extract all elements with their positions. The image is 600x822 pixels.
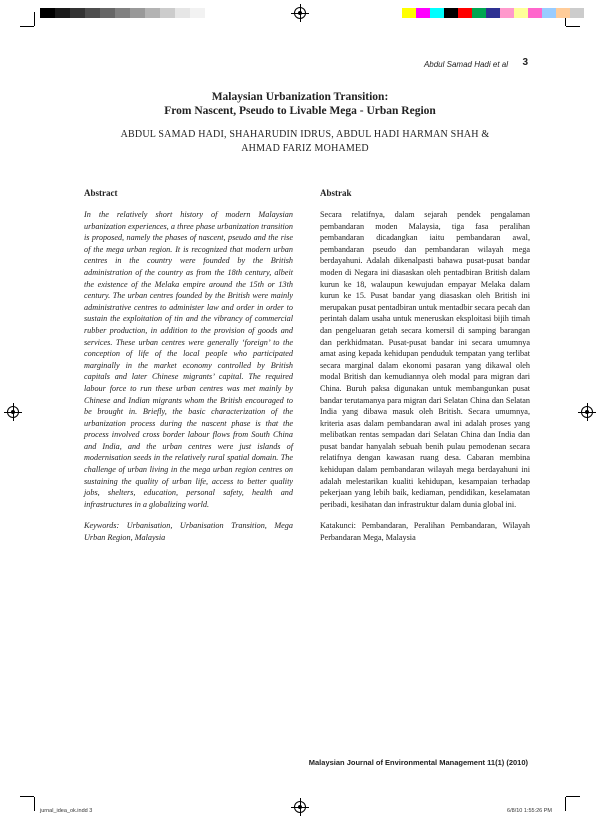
running-head: Abdul Samad Hadi et al: [423, 60, 508, 69]
keywords: Keywords: Urbanisation, Urbanisation Transition, Mega Urban Region, Malaysia: [84, 521, 293, 543]
gray-swatch: [145, 8, 160, 18]
authors-line-2: AHMAD FARIZ MOHAMED: [241, 143, 369, 154]
registration-mark-bottom: [294, 801, 306, 813]
color-swatch: [444, 8, 458, 18]
color-swatch: [528, 8, 542, 18]
color-calibration-bar: [402, 8, 584, 18]
gray-swatch: [190, 8, 205, 18]
registration-mark-right: [581, 406, 593, 418]
grayscale-bar: [40, 8, 205, 18]
color-swatch: [570, 8, 584, 18]
authors: [100, 128, 510, 156]
color-swatch: [472, 8, 486, 18]
color-swatch: [486, 8, 500, 18]
slug-date: 6/8/10 1:55:26 PM: [507, 808, 552, 814]
page-number: 3: [522, 57, 528, 68]
gray-swatch: [70, 8, 85, 18]
crop-mark: [566, 26, 580, 27]
authors-line-1: ABDUL SAMAD HADI, SHAHARUDIN IDRUS, ABDUL HADI HARMAN SHAH &: [120, 129, 490, 140]
color-swatch: [402, 8, 416, 18]
gray-swatch: [40, 8, 55, 18]
paper-title: [0, 90, 600, 118]
journal-footer: Malaysian Journal of Environmental Management 11(1) (2010): [308, 758, 528, 767]
gray-swatch: [130, 8, 145, 18]
color-swatch: [430, 8, 444, 18]
title-line-2: From Nascent, Pseudo to Livable Mega - Urban Region: [164, 105, 436, 117]
abstract-malay: [320, 209, 530, 544]
color-swatch: [458, 8, 472, 18]
crop-mark: [565, 797, 566, 811]
color-swatch: [556, 8, 570, 18]
gray-swatch: [100, 8, 115, 18]
gray-swatch: [115, 8, 130, 18]
katakunci: Katakunci: Pembandaran, Peralihan Pembandaran, Wilayah Perbandaran Mega, Malaysia: [320, 521, 530, 543]
crop-mark: [20, 26, 34, 27]
title-line-1: Malaysian Urbanization Transition:: [211, 91, 389, 103]
registration-mark-top: [294, 7, 306, 19]
abstract-body: In the relatively short history of modern Malaysian urbanization experiences, a three phase urbanization transition is proposed, namely the phases of nascent, pseudo and the rise of the mega urban region. It is recognized that modern urban centres in the country were founded by the British administration of the country as from the 18th century, albeit the existence of the Melaka empire around the 15th or 13th century. The urban centres founded by the British were mainly administrative centres to administer law and order in order to sustain the exploitation of tin and the vibrancy of commercial rubber production, in addition to the provision of goods and services. These urban centres were generally ‘foreign’ to the conception of life of the local people who participated marginally in the market economy controlled by British capitals and later Chinese migrants’ capital. The required labour force to run these urban centres was met mainly by Chinese and Indian migrants whom the British encouraged to be brought in. Briefly, the basic characterization of the urbanization process during the nascent phase is that the process involved cross border labour flows from South China and India, and the urban centres were just islands of modernisation seeds in the relatively rural spatial domain. The challenge of urban living in the mega urban region centres on sustaining the quality of urban life, access to better quality jobs, shelters, education, personal safety, health and infrastructures in a globalizing world.: [84, 210, 293, 509]
registration-mark-left: [7, 406, 19, 418]
abstrak-heading: Abstrak: [320, 188, 352, 198]
abstract-heading: Abstract: [84, 188, 118, 198]
crop-mark: [20, 796, 34, 797]
color-swatch: [500, 8, 514, 18]
slug-file: jurnal_idea_ok.indd 3: [40, 808, 93, 814]
abstract-english: [84, 209, 293, 544]
gray-swatch: [175, 8, 190, 18]
color-swatch: [514, 8, 528, 18]
gray-swatch: [55, 8, 70, 18]
abstrak-body: Secara relatifnya, dalam sejarah pendek pengalaman pembandaran moden Malaysia, tiga fasa peralihan pembandaran dicadangkan iaitu pembandaran awal, pembandaran pseudo dan pembandaran wilayah mega berdayahuni. Adalah dikenalpasti bahawa pusat-pusat bandar moden di Negara ini diasaskan oleh pentadbiran British dalam kurun ke 18, walaupun kewujudan empayar Melaka dalam kurun ke 15. Pusat bandar yang diasaskan oleh British ini merupakan pusat pentadbiran untuk mentadbir secara pecah dan perintah dalam usaha untuk meneruskan eksploitasi bijih timah dan pengeluaran getah secara komersil di samping barangan dan perkhidmatan. Pusat-pusat bandar ini secara umumnya amat asing kepada kehidupan penduduk tempatan yang terlibat secara marginal dalam ekonomi pasaran yang dikawal oleh modal British dan kemudiannya oleh modal para migran dari China. Buruh paksa digunakan untuk membangunkan pusat bandar terutamanya para migran dari Selatan China dan Selatan India yang dibawa masuk oleh British. Secara umumnya, kriteria asas dalam pembandaran awal ini adalah proses yang melibatkan rentas sempadan dari Selatan China dan India dan pusat bandar hanyalah sebuah benih pulau pemodenan secara relatifnya dengan kawasan ruang desa. Cabaran membina kehidupan dalam pembandaran wilayah mega berdayahuni ini adalah melestarikan kualiti kehidupan, kesampaian terhadap pekerjaan yang lebih baik, kediaman, pendidikan, keselamatan peribadi, kesihatan dan infrastruktur dalam dunia global ini.: [320, 210, 530, 509]
color-swatch: [542, 8, 556, 18]
gray-swatch: [160, 8, 175, 18]
crop-mark: [34, 12, 35, 26]
gray-swatch: [85, 8, 100, 18]
crop-mark: [34, 797, 35, 811]
crop-mark: [566, 796, 580, 797]
color-swatch: [416, 8, 430, 18]
